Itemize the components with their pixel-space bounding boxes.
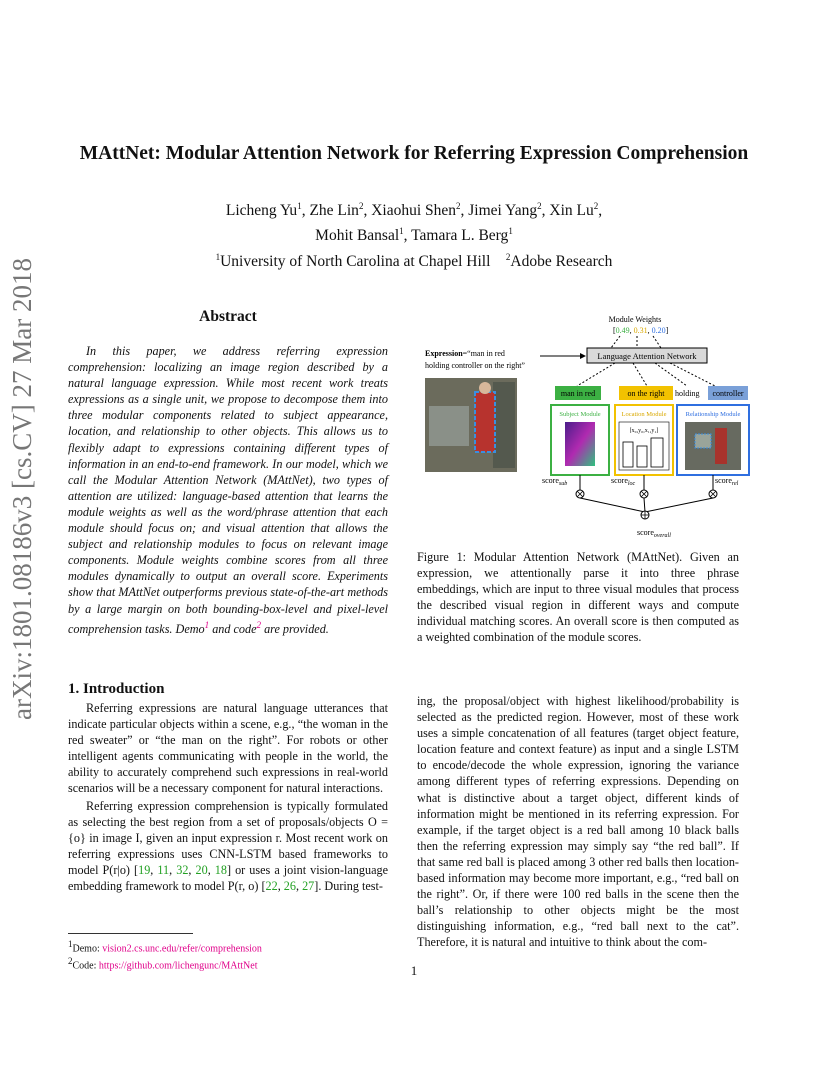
footnote-rule (68, 933, 193, 934)
citation-link[interactable]: 22 (265, 879, 278, 894)
citation-link[interactable]: 20 (195, 862, 208, 877)
author-line-1: Licheng Yu$^1$, Zhe Lin$^2$, Xiaohui Shen$^2$, Jimei Yang$^2$, Xin Lu$^2$, (225, 201, 603, 220)
overall-score-label: score$_{overall}$ (637, 528, 671, 539)
svg-text:holding controller on the righ: holding controller on the right” (425, 361, 525, 370)
introduction-body (68, 700, 388, 895)
author-line-2: Mohit Bansal$^1$, Tamara L. Berg$^1$ (315, 226, 513, 245)
page-number: 1 (410, 963, 418, 978)
footnote-2: $^2$Code: https://github.com/lichengunc/MAttNet (68, 956, 258, 972)
affiliations: $^1$University of North Carolina at Chapel Hill $^2$Adobe Research (215, 252, 613, 271)
phrase-relation-word: holding (675, 389, 700, 398)
svg-text:scoreloc: score$_{loc}$ (611, 476, 636, 487)
demo-url-link[interactable]: vision2.cs.unc.edu/refer/comprehension (102, 943, 262, 955)
svg-text:Location Module: Location Module (621, 411, 667, 418)
svg-text:Language Attention Network: Language Attention Network (597, 351, 697, 361)
expression-text: Expression=“man in red (425, 349, 505, 358)
author-list (40, 196, 788, 246)
svg-text:on the right: on the right (627, 389, 665, 398)
abstract-body: In this paper, we address referring expression comprehension: localizing an image region described by a natural language expression. While most recent work treats expressions as a single unit, we propose to decompose them into three modular components related to subject appearance, location, and relationship to other objects. This allows us to flexibly adapt to expressions containing different types of information in an end-to-end framework. In our model, which we call the Modular Attention Network (MAttNet), two types of attention are utilized: language-based attention that learns the module weights as well as the word/phrase attention that each module should focus on; and visual attention that allows the subject and relationship modules to focus on relevant image components. Module weights combine scores from all three modules dynamically to output an overall score. Experiments show that MAttNet outperforms previous state-of-the-art methods by a large margin on both bounding-box-level and pixel-level comprehension tasks. Demo$^1$ and code$^2$ are provided. (68, 344, 388, 636)
svg-text:Relationship Module: Relationship Module (685, 411, 741, 418)
svg-text:Subject Module: Subject Module (559, 411, 601, 418)
intro-paragraph-1: Referring expressions are natural language utterances that indicate particular objects within a scene, e.g., “the woman in the red sweater” or “the man on the right”. For robots or other intelligent agents communicating with people in the world, the ability to accurately comprehend such expressions in real-world scenarios will be a necessary component for natural interactions. (68, 701, 388, 796)
citation-link[interactable]: 11 (157, 862, 170, 877)
abstract-heading: Abstract (199, 308, 257, 325)
svg-text:scoresub: score$_{sub}$ (542, 476, 568, 487)
svg-text:controller: controller (712, 389, 744, 398)
intro-paragraph-2: Referring expression comprehension is typically formulated as selecting the best region from a set of proposals/objects O = {o} in image I, given an input expression r. Most recent work on referring expressions uses CNN-LSTM based frameworks to model P(r|o) [19, 11, 32, 20, 18] or uses a joint vision-language embedding framework to model P(r, o) [22, 26, 27]. During test- (68, 798, 389, 894)
citation-link[interactable]: 19 (138, 862, 151, 877)
figure-1-diagram (415, 310, 755, 545)
citation-link[interactable]: 18 (214, 862, 227, 877)
citation-link[interactable]: 32 (176, 862, 189, 877)
arxiv-identifier: arXiv:1801.08186v3 [cs.CV] 27 Mar 2018 (7, 258, 37, 720)
citation-link[interactable]: 26 (283, 879, 296, 894)
code-footnote-link[interactable]: 2 (256, 619, 262, 630)
introduction-heading: 1. Introduction (68, 681, 165, 697)
subject-attention-map (565, 422, 595, 466)
figure-1-caption: Figure 1: Modular Attention Network (MAttNet). Given an expression, we attentionally parse it into three phrase embeddings, which are input to three visual modules that process the described visual region in different ways and compute individual matching scores. An overall score is then computed as a weighted combination of the module scores. (417, 550, 739, 645)
module-weights-label: Module Weights (608, 315, 662, 324)
svg-text:scorerel: score$_{rel}$ (715, 476, 739, 487)
module-weights-values: [0.49, 0.31, 0.20] (613, 326, 669, 335)
footnote-1: $^1$Demo: vision2.cs.unc.edu/refer/comprehension (68, 939, 262, 955)
svg-text:[x₀,y₀,x₁,y₁]: [x₀,y₀,x₁,y₁] (629, 428, 659, 434)
citation-link[interactable]: 27 (302, 879, 315, 894)
demo-footnote-link[interactable]: 1 (204, 619, 210, 630)
paper-title: MAttNet: Modular Attention Network for Referring Expression Comprehension (79, 143, 749, 164)
right-column-text: ing, the proposal/object with highest likelihood/probability is selected as the predicted region. However, most of these work uses a simple concatenation of all features (target object feature, location feature and context feature) as input and a single LSTM to encode/decode the whole expression, ignoring the variance among different types of referring expressions. Depending on what is distinctive about a target object, different kinds of information might be mentioned in its referring expression. For example, if the target object is a red ball among 10 black balls then the referring expression may simply say “the red ball”. If that same red ball is placed among 3 other red balls then location-based information may become more important, e.g., “red ball on the right”. Or, if there were 100 red balls in the scene then the ball’s relationship to other objects might be the most distinguishing information, e.g., “red ball next to the cat”. Therefore, it is natural and intuitive to think about the com- (417, 694, 739, 950)
svg-text:man in red: man in red (560, 389, 596, 398)
code-url-link[interactable]: https://github.com/lichengunc/MAttNet (98, 960, 258, 972)
